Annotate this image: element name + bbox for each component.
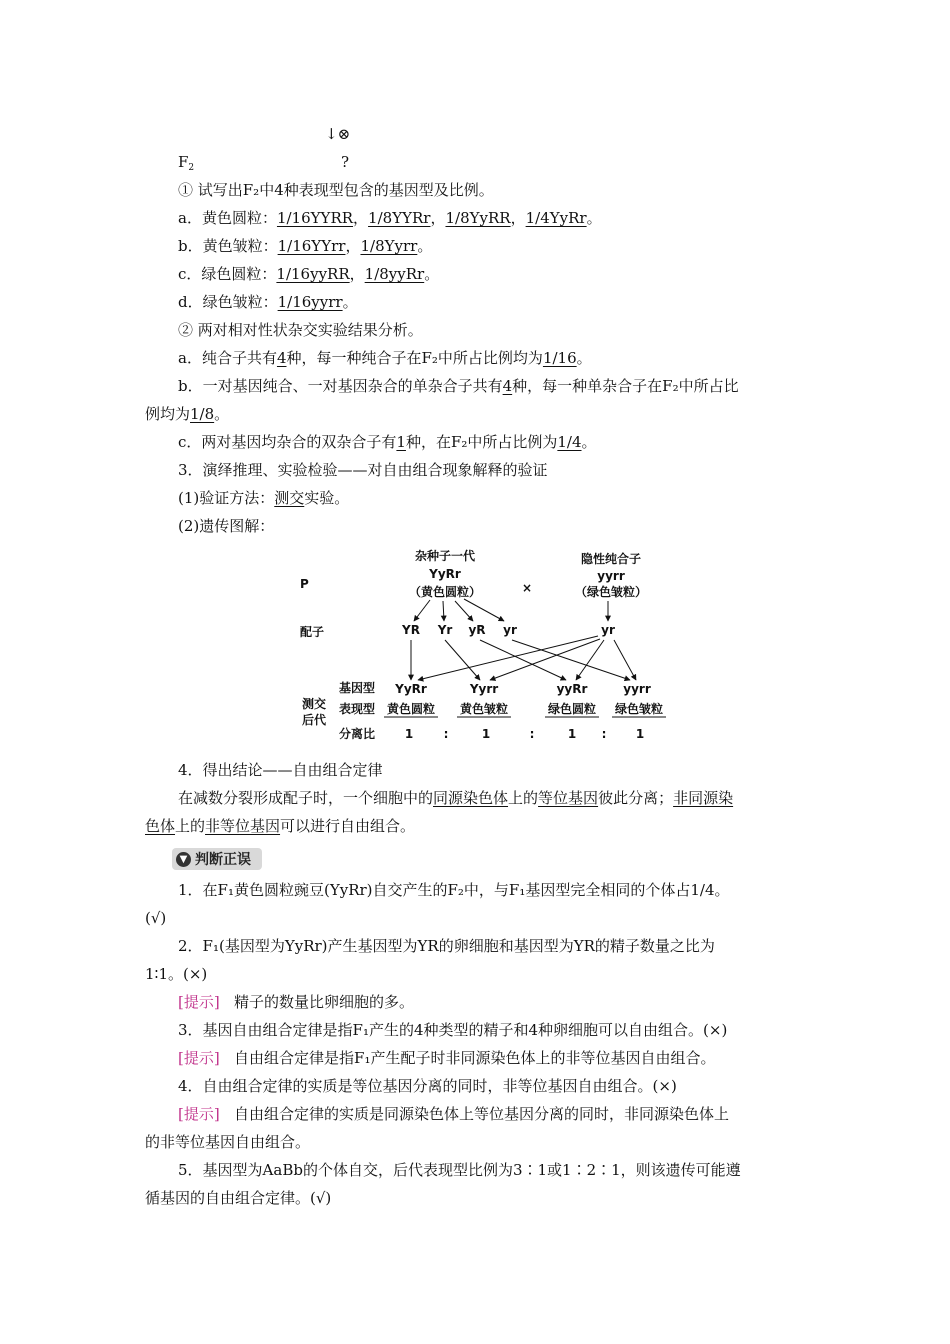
recessive-genotype: yyrr (597, 569, 625, 583)
judge-item-3: 3．基因自由组合定律是指F₁产生的4种类型的精子和4种卵细胞可以自由组合。(×) (178, 1021, 728, 1039)
judge-hint-3: [提示] 自由组合定律是指F₁产生配子时非同源染色体上的非等位基因自由组合。 (178, 1049, 716, 1067)
section4-title: 4．得出结论——自由组合定律 (178, 761, 383, 779)
judge-item-2: 2．F₁(基因型为YyRr)产生基因型为YR的卵细胞和基因型为YR的精子数量之比为 (178, 937, 715, 955)
judge-item-5: 5．基因型为AaBb的个体自交，后代表现型比例为3∶1或1∶2∶1，则该遗传可能遵 (178, 1161, 741, 1179)
conclusion-line-1: 在减数分裂形成配子时，一个细胞中的同源染色体上的等位基因彼此分离；非同源染 (178, 789, 734, 807)
judge-hint-4-cont: 的非等位基因自由组合。 (145, 1133, 311, 1151)
judge-item-5-cont: 循基因的自由组合定律。(√) (145, 1189, 332, 1207)
q2-intro: ② 两对相对性状杂交实验结果分析。 (178, 321, 423, 339)
judge-item-1-mark: (√) (145, 909, 167, 927)
offspring-genotype-3: yyRr (556, 682, 588, 696)
judge-badge-label: 判断正误 (195, 852, 251, 868)
q1-a: a．黄色圆粒：1/16YYRR，1/8YYRr，1/8YyRR，1/4YyRr。 (178, 209, 602, 227)
judge-item-2-cont: 1∶1。(×) (145, 965, 208, 983)
gamete-yr-lower: yr (503, 623, 517, 637)
offspring-genotype-4: yyrr (623, 682, 651, 696)
judge-hint-2: [提示] 精子的数量比卵细胞的多。 (178, 993, 415, 1011)
arrow-Yr-offspring (445, 640, 480, 680)
q1-b: b．黄色皱粒：1/16YYrr，1/8Yyrr。 (178, 237, 433, 255)
q1-d: d．绿色皱粒：1/16yyrr。 (178, 293, 358, 311)
offspring-genotype-2: Yyrr (469, 682, 499, 696)
cross-symbol: × (521, 581, 533, 595)
hybrid-genotype: YyRr (429, 567, 461, 581)
f2-label (178, 152, 194, 178)
f2-question: ? (341, 153, 350, 171)
q2-c: c．两对基因均杂合的双杂合子有1种，在F₂中所占比例为1/4。 (178, 433, 597, 451)
f2-sub: 2 (188, 163, 195, 173)
conclusion-line-2: 色体上的非等位基因可以进行自由组合。 (145, 817, 416, 835)
ratio-4: 1 (635, 727, 645, 741)
arrow-recessive-to-3 (576, 640, 604, 680)
ratio-label: 分离比 (339, 727, 376, 741)
arrow-hybrid-YR (414, 600, 430, 621)
triangle-down-icon: ▼ (176, 852, 191, 867)
diagram-label: (2)遗传图解： (178, 517, 275, 535)
phenotype-label: 表现型 (339, 702, 376, 716)
method-line: (1)验证方法：测交实验。 (178, 489, 350, 507)
q2-a: a．纯合子共有4种，每一种纯合子在F₂中所占比例均为1/16。 (178, 349, 592, 367)
gamete-yr-upper: YR (402, 623, 420, 637)
ratio-colon-4: : (601, 727, 607, 741)
p-label: P (300, 577, 309, 591)
genotype-label: 基因型 (339, 681, 376, 695)
recessive-phenotype: （绿色皱粒） (574, 585, 648, 599)
recessive-gamete: yr (601, 623, 615, 637)
ratio-1: 1 (404, 727, 414, 741)
ratio-colon-2: : (529, 727, 535, 741)
offspring-phenotype-2: 黄色皱粒 (459, 702, 509, 716)
judge-item-4: 4．自由组合定律的实质是等位基因分离的同时，非等位基因自由组合。(×) (178, 1077, 677, 1095)
q1-intro: ① 试写出F₂中4种表现型包含的基因型及比例。 (178, 181, 494, 199)
gamete-yr-lowerR: yR (468, 623, 486, 637)
gamete-yr-mixed: Yr (437, 623, 453, 637)
recessive-title: 隐性纯合子 (580, 552, 642, 566)
q2-b-cont: 例均为1/8。 (145, 405, 230, 423)
arrow-yr-offspring (512, 640, 630, 680)
q2-b: b．一对基因纯合、一对基因杂合的单杂合子共有4种，每一种单杂合子在F₂中所占比 (178, 377, 739, 395)
arrow-hybrid-Yr (443, 601, 444, 621)
offspring-phenotype-1: 黄色圆粒 (386, 702, 436, 716)
ratio-3: 1 (567, 727, 577, 741)
ratio-2: 1 (481, 727, 491, 741)
section3-title: 3．演绎推理、实验检验——对自由组合现象解释的验证 (178, 461, 548, 479)
q1-c: c．绿色圆粒：1/16yyRR，1/8yyRr。 (178, 265, 440, 283)
offspring-phenotype-4: 绿色皱粒 (614, 702, 664, 716)
ratio-colon-1: : (443, 727, 449, 741)
offspring-genotype-1: YyRr (395, 682, 427, 696)
offspring-phenotype-3: 绿色圆粒 (547, 702, 597, 716)
judge-badge (172, 848, 262, 870)
offspring-label-1: 测交 (302, 697, 327, 711)
judge-hint-4: [提示] 自由组合定律的实质是同源染色体上等位基因分离的同时，非同源染色体上 (178, 1105, 730, 1123)
f2-text: F (178, 153, 189, 171)
arrow-yR-offspring (480, 640, 566, 680)
arrow-hybrid-yR (455, 601, 473, 621)
judge-item-1: 1．在F₁黄色圆粒豌豆(YyRr)自交产生的F₂中，与F₁基因型完全相同的个体占1/4。 (178, 881, 730, 899)
hybrid-title: 杂种子一代 (414, 549, 476, 563)
arrow-hybrid-yr (464, 599, 504, 621)
arrow-recessive-to-4 (614, 640, 636, 680)
gamete-label: 配子 (300, 625, 325, 639)
self-cross-arrow: ↓⊗ (325, 125, 351, 143)
hybrid-phenotype: （黄色圆粒） (408, 585, 482, 599)
arrow-recessive-to-2 (490, 639, 600, 680)
offspring-label-2: 后代 (302, 713, 327, 727)
arrow-recessive-to-1 (418, 636, 598, 680)
